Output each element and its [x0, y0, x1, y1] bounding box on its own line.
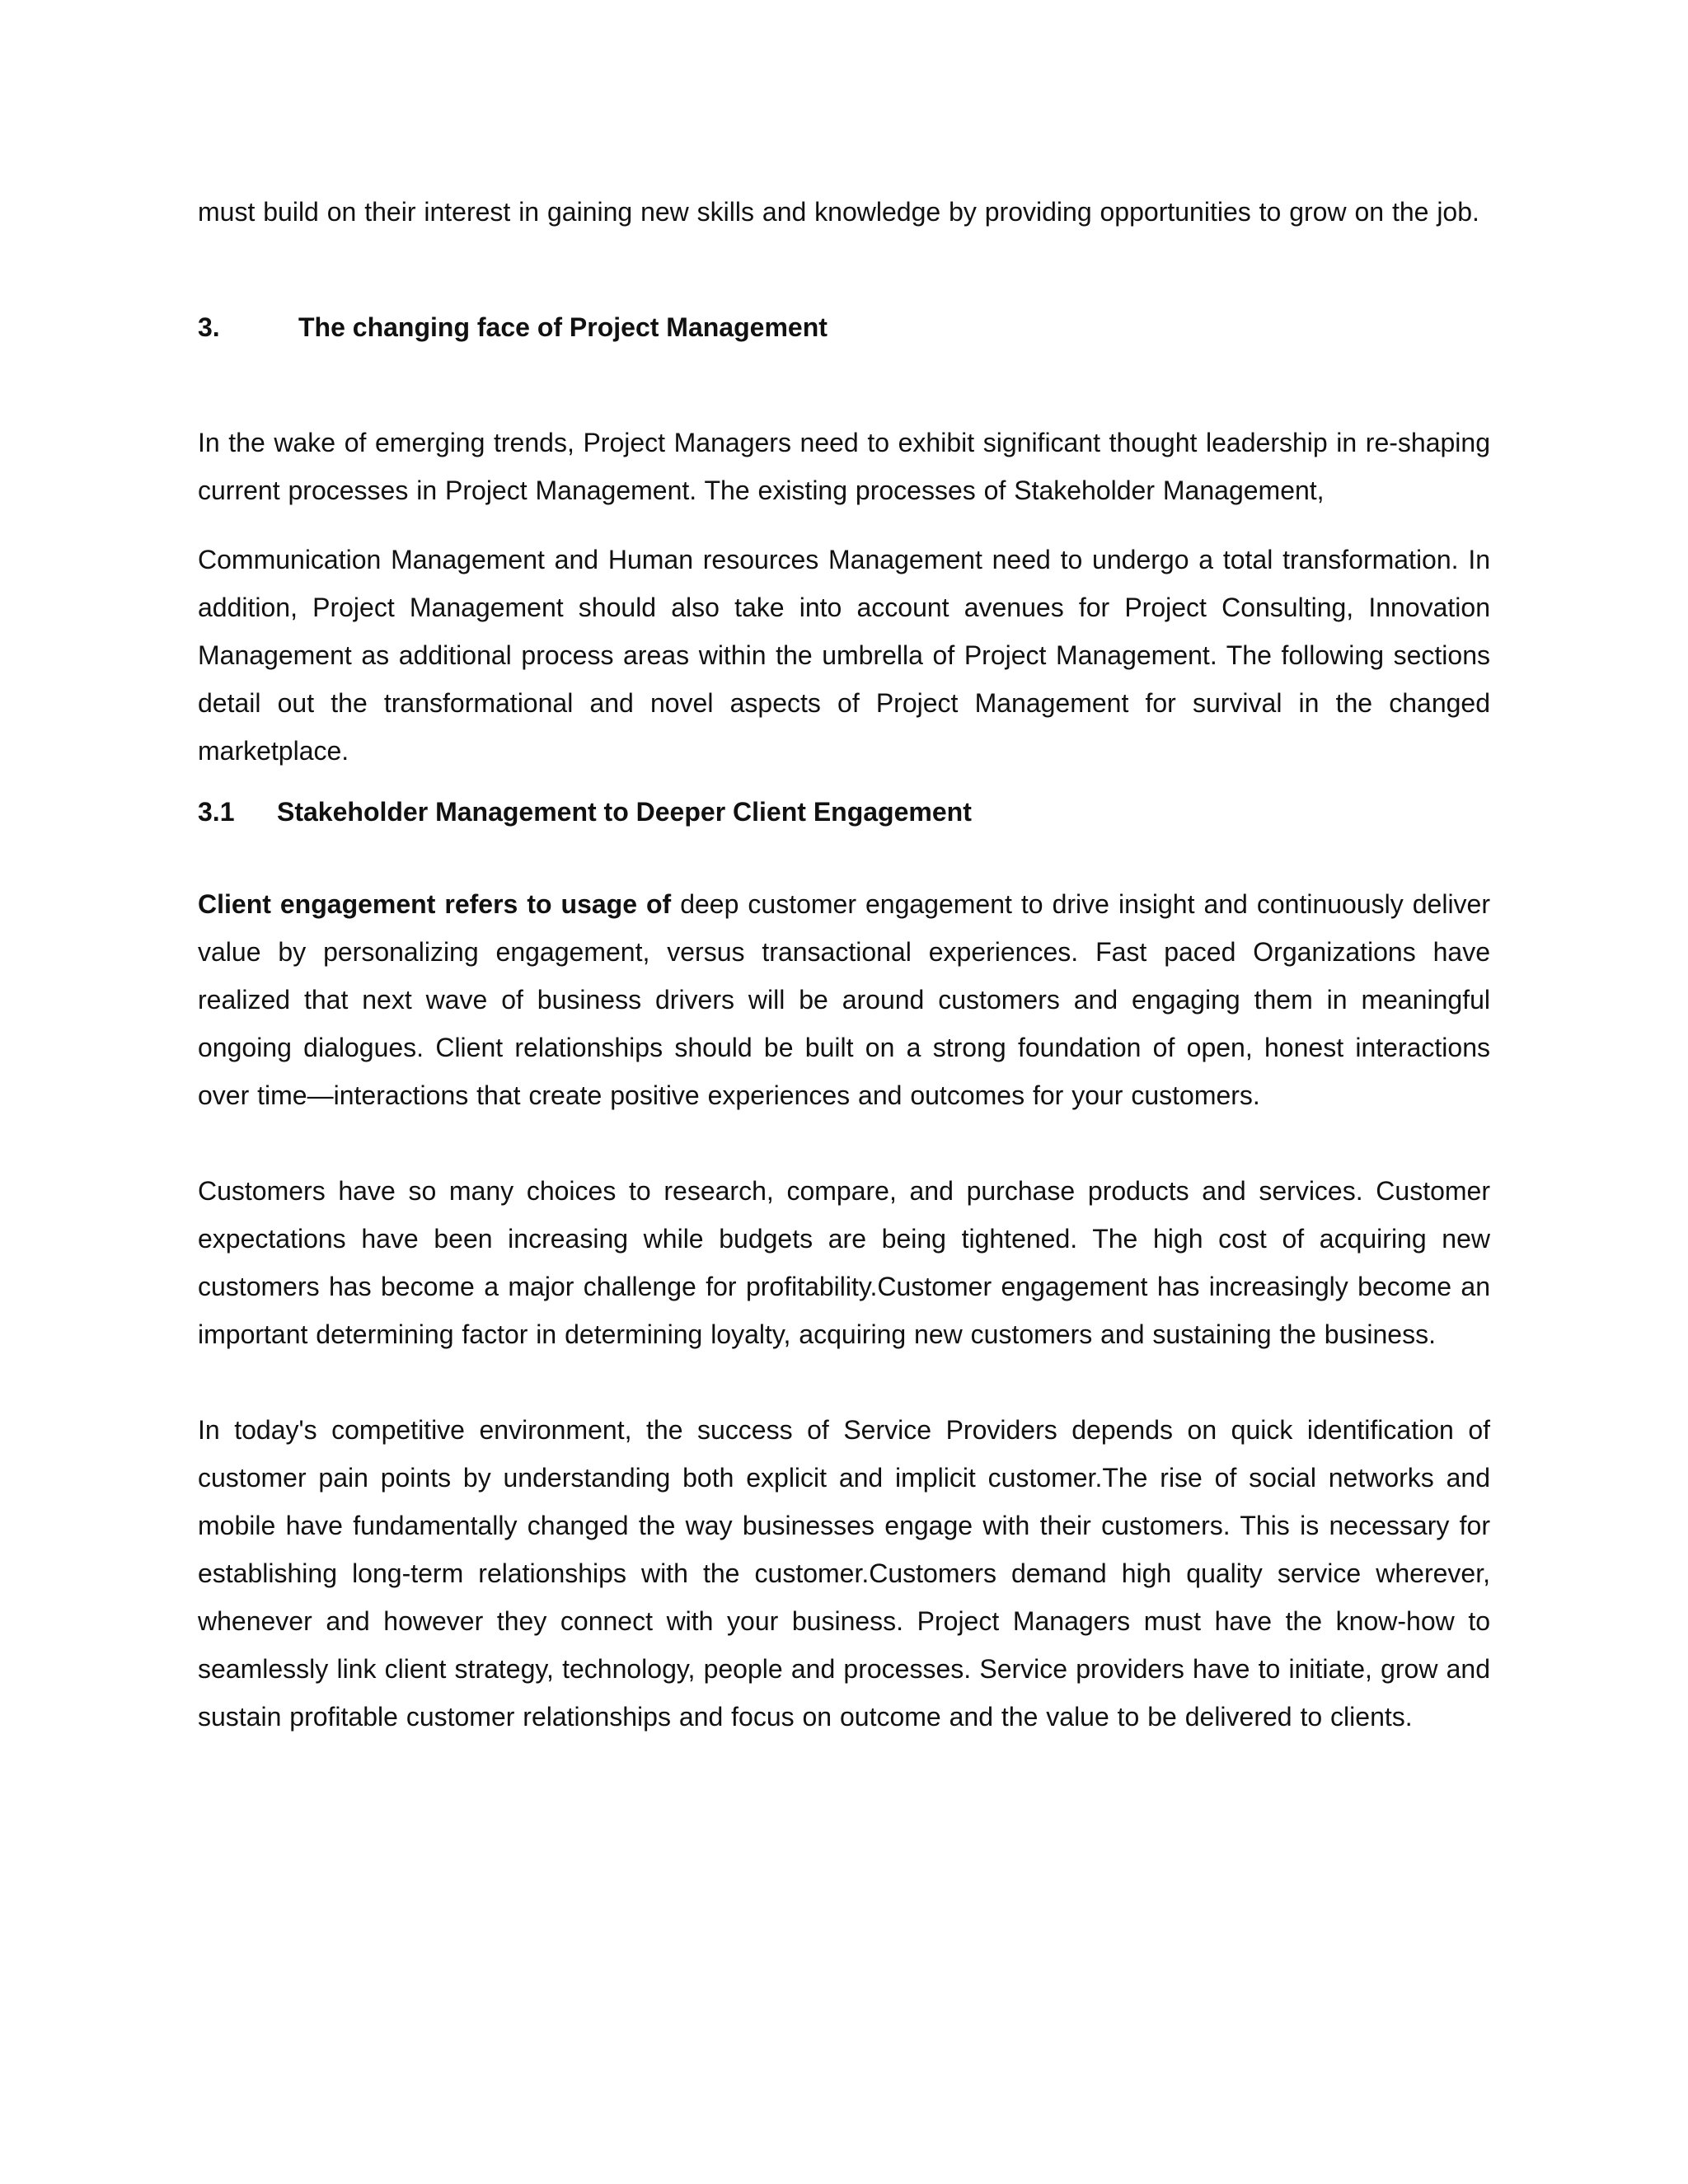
client-engagement-paragraph-1 — [198, 880, 1490, 1119]
client-engagement-paragraph-2: Customers have so many choices to research, compare, and purchase products and services. Customer expectations have been increasing while budgets are being tightened. The high cost of acquiring new customers has become a major challenge for profitability.Customer engagement has increasingly become an important determining factor in determining loyalty, acquiring new customers and sustaining the business. — [198, 1176, 1490, 1349]
client-engagement-lead-text: Client engagement refers to usage of — [198, 889, 672, 919]
client-engagement-body-text: deep customer engagement to drive insight and continuously deliver value by personalizing engagement, versus transactional experiences. Fast paced Organizations have realized that next wave of business drivers will be around customers and engaging them in meaningful ongoing dialogues. Client relationships should be built on a strong foundation of open, honest interactions over time—interactions that create positive experiences and outcomes for your customers. — [198, 889, 1491, 1110]
section-3-1-title: Stakeholder Management to Deeper Client Engagement — [277, 797, 972, 827]
page-content — [198, 188, 1490, 1741]
section-3-1-heading — [198, 788, 1490, 836]
client-engagement-paragraph-3: In today's competitive environment, the success of Service Providers depends on quick identification of customer pain points by understanding both explicit and implicit customer.The rise of social networks and mobile have fundamentally changed the way businesses engage with their customers. This is necessary for establishing long-term relationships with the customer.Customers demand high quality service wherever, whenever and however they connect with your business. Project Managers must have the know-how to seamlessly link client strategy, technology, people and processes. Service providers have to initiate, grow and sustain profitable customer relationships and focus on outcome and the value to be delivered to clients. — [198, 1415, 1490, 1732]
section-3-paragraph-2: Communication Management and Human resources Management need to undergo a total transformation. In addition, Project Management should also take into account avenues for Project Consulting, Innovation Management as additional process areas within the umbrella of Project Management. The following sections detail out the transformational and novel aspects of Project Management for survival in the changed marketplace. — [198, 545, 1490, 766]
section-3-1-number: 3.1 — [198, 797, 235, 827]
intro-continuation-paragraph: must build on their interest in gaining new skills and knowledge by providing opportunities to grow on the job. — [198, 197, 1479, 227]
section-3-number: 3. — [198, 312, 220, 342]
section-3-heading — [198, 303, 1490, 351]
section-3-paragraph-1: In the wake of emerging trends, Project Managers need to exhibit significant thought leadership in re-shaping current processes in Project Management. The existing processes of Stakeholder Management, — [198, 428, 1490, 505]
section-3-title: The changing face of Project Management — [298, 312, 828, 342]
